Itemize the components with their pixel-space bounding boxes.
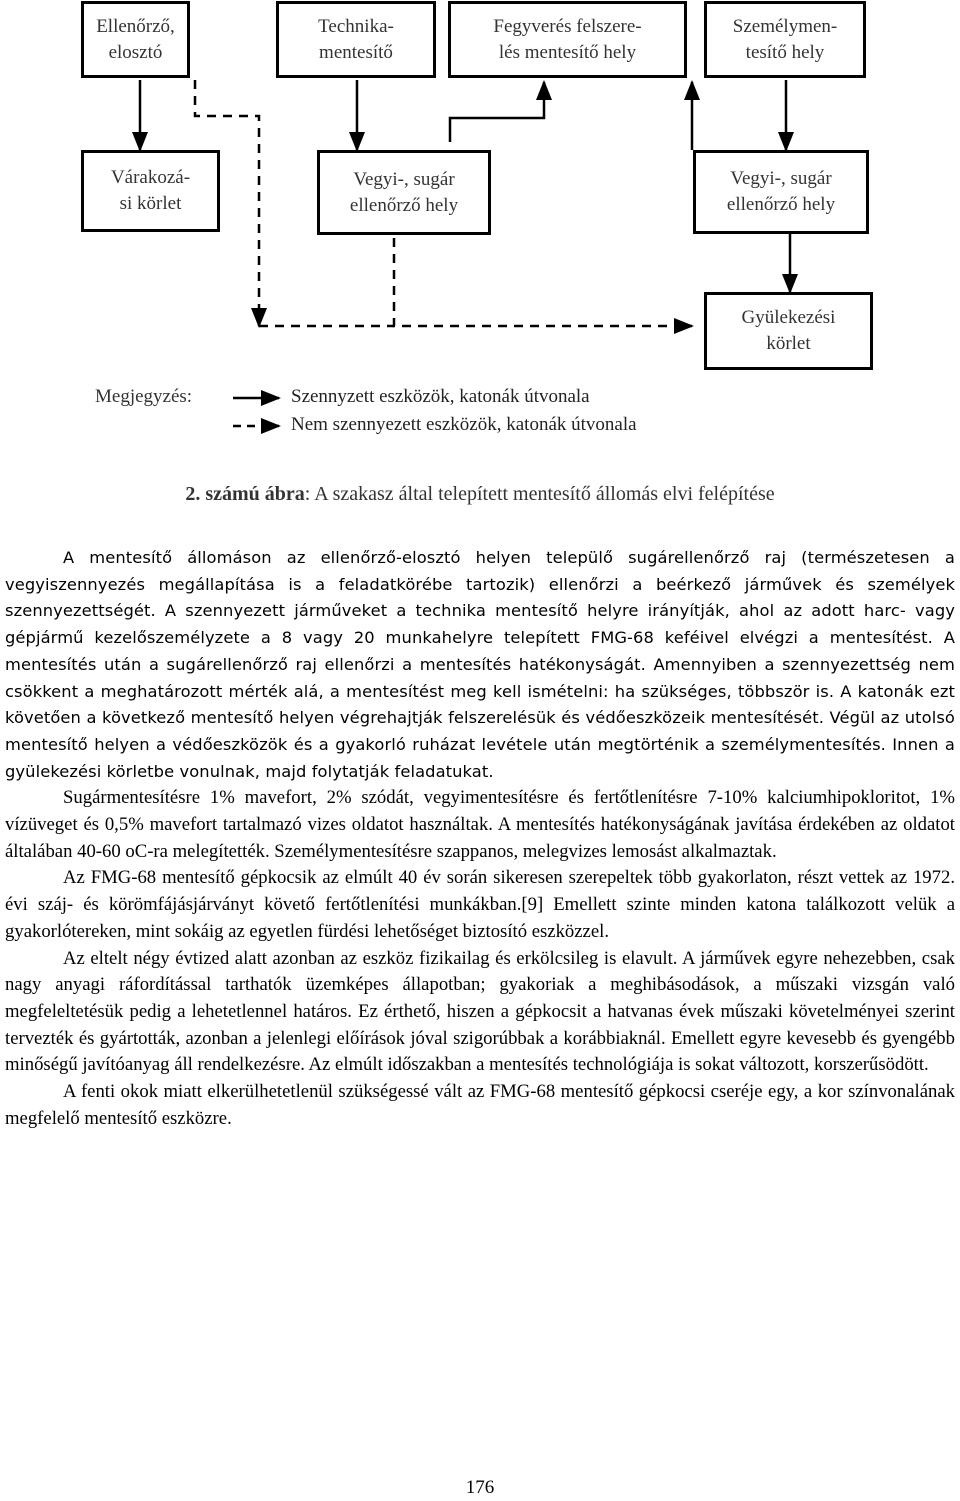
- paragraph-1: A mentesítő állomáson az ellenőrző-elosztó helyen települő sugárellenőrző raj (természetesen a vegyiszennyezés megállapítása is a feladatkörébe tartozik) ellenőrzi a beérkező járművek és személyek szennyezettségét. A szennyezett járműveket a technika mentesítő helyre irányítják, ahol az adott harc- vagy gépjármű kezelőszemélyzete a 8 vagy 20 munkahelyre telepített FMG-68 keféivel elvégzi a mentesítést. A mentesítés után a sugárellenőrző raj ellenőrzi a mentesítés hatékonyságát. Amennyiben a szennyezettség nem csökkent a meghatározott mérték alá, a mentesítést meg kell ismételni: ha szükséges, többször is. A katonák ezt követően a következő mentesítő helyen végrehajtják felszerelésük és védőeszközeik mentesítését. Végül az utolsó mentesítő helyen a védőeszközök és a gyakorló ruházat levétele után megtörténik a személymentesítés. Innen a gyülekezési körletbe vonulnak, majd folytatják feladatukat.: [5, 548, 955, 781]
- legend-title: Megjegyzés:: [95, 386, 193, 407]
- legend-solid-label: Szennyzett eszközök, katonák útvonala: [291, 386, 590, 407]
- box-personal: Személymen- tesítő hely: [704, 1, 866, 78]
- box-waiting: Várakozá- si körlet: [81, 150, 220, 232]
- legend-dashed-label: Nem szennyezett eszközök, katonák útvonala: [291, 414, 637, 435]
- box-radiation-check-2: Vegyi-, sugár ellenőrző hely: [693, 150, 869, 234]
- caption-label: számú ábra: [205, 483, 305, 505]
- paragraph-3: Az FMG-68 mentesítő gépkocsik az elmúlt 40 év során sikeresen szerepeltek több gyakorlaton, részt vettek az 1972. évi száj- és körömfájásjárványt követő fertőtlenítési munkákban.[9] Emellett szinte minden katona találkozott velük a gyakorlótereken, mint sokáig az egyetlen fürdési lehetőséget biztosító eszközzel.: [5, 867, 955, 942]
- page-number: 176: [465, 1477, 495, 1498]
- dashed-check1-to-assembly: [394, 238, 692, 326]
- paragraph-2: Sugármentesítésre 1% mavefort, 2% szódát, vegyimentesítésre és fertőtlenítésre 7-10% kalciumhipokloritot, 1% vízüveget és 0,5% mavefort tartalmazó vizes oldatot használtak. A mentesítés hatékonyságának javítása érdekében az oldatot általában 40-60 oC-ra melegítették. Személymentesítésre szappanos, melegvizes lemosást alkalmaztak.: [5, 787, 955, 862]
- box-controller: Ellenőrző, elosztó: [81, 1, 190, 78]
- box-technical: Technika- mentesítő: [276, 1, 436, 78]
- box-equipment: Fegyverés felszere- lés mentesítő hely: [448, 1, 687, 78]
- flow-diagram: [0, 0, 960, 440]
- paragraph-4: Az eltelt négy évtized alatt azonban az eszköz fizikailag és erkölcsileg is elavult. A járművek egyre nehezebben, csak nagy anyagi ráfordítással tarthatók üzemképes állapotban; gyakoriak a meghibásodások, a műszaki vizsgán való megfeleltetésük pedig a lehetetlennel határos. Ez érthető, hiszen a gépkocsit a hatvanas évek műszaki követelményei szerint tervezték és gyártották, azonban a jelenlegi előírások jóval szigorúbbak a korábbiaknál. Emellett egyre kevesebb és gyengébb minőségű javítóanyag áll rendelkezésre. Az elmúlt időszakban a mentesítés technológiája is sokat változott, korszerűsödött.: [5, 947, 955, 1076]
- caption-text: : A szakasz által telepített mentesítő állomás elvi felépítése: [304, 483, 775, 505]
- paragraph-5: A fenti okok miatt elkerülhetetlenül szükségessé vált az FMG-68 mentesítő gépkocsi cseréje egy, a kor színvonalának megfelelő mentesítő eszközre.: [5, 1081, 955, 1129]
- caption-number: 2.: [185, 483, 201, 505]
- figure-caption: [0, 483, 960, 506]
- box-assembly: Gyülekezési körlet: [704, 292, 873, 370]
- body-text: [5, 545, 955, 1132]
- arrow-check1-to-equipment: [450, 82, 544, 142]
- box-radiation-check-1: Vegyi-, sugár ellenőrző hely: [317, 150, 491, 235]
